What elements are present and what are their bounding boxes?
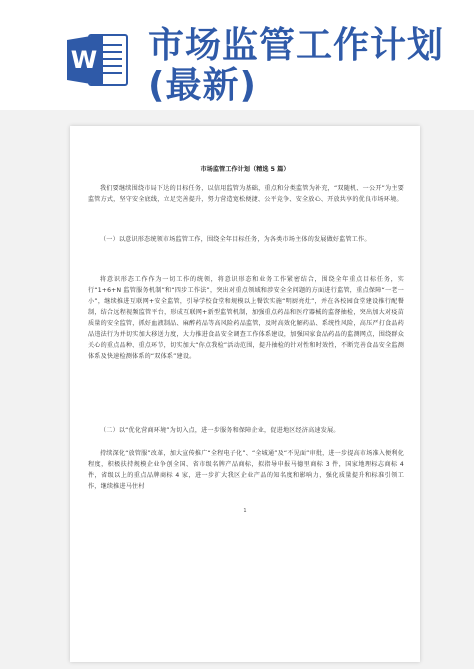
document-page: [70, 126, 420, 662]
word-logo-letter: W: [70, 46, 98, 74]
paragraph-section-2: 持续深化“放管服”改革，加大宣传推广“全程电子化”、“全城通”及“不见面”审批，进一步提高市场准入便利化程度，积极扶持规模企业争创全国、省市级名牌产品商标，拟指导申报马德里商标 3 件，国家地理标志商标 4 件，省级以上的重点品牌商标 4 家，进一步扩大我区企业产品的知名度和影响力，强化质量提升和标准引领工作，继续推进马住村: [88, 450, 404, 490]
paragraph-intro: 我们要继续围绕市局下达的目标任务，以信用监管为基础，重点和分类监管为补充，“双随机、一公开”为主要监管方式，坚守安全底线，立足完善提升，努力营造宽松便捷、公平竞争、安全放心、开放共享的优良市场环境。: [88, 185, 404, 203]
section-heading-2: （二）以“优化营商环境”为切入点，进一步服务和保障企业，促进地区经济高速发展。: [100, 427, 340, 434]
section-heading-1: （一）以意识形态统领市场监管工作，围绕全年目标任务，为各类市场主体的发展做好监管工作。: [100, 236, 371, 243]
banner-title: 市场监管工作计划 (最新): [148, 25, 445, 106]
document-title: 市场监管工作计划（精选 5 篇）: [200, 166, 290, 173]
paragraph-section-1: 将意识形态工作作为一切工作的统领，将意识形态和业务工作紧密结合，围绕全年重点目标任务，实行“1+6+N 监管服务机制”和“四步工作法”，突出对重点领域和涉安全全问题的方面进行监管，重点保障“一老一小”，继续推进互联网+安全监管，引导学校食堂和规模以上餐饮实施“明厨亮灶”，并在各校园食堂建设推行配餐制，结合远程视频监管平台，形成互联网+新型监管机制，加强重点药品和医疗器械的监督抽检，突出加大对疫苗质量的安全监管，抓好血液制品、麻醉药品等高风险药品监管，及时高效化解药品、系统性风险，高压严打食品药品违法行为并切实加大移送力度，大力推进食品安全调查工作体系建设，加强国家食品药品的监测网点，围绕群众关心的重点品种、重点环节，切实加大“你点我检”活动范围，提升抽检的针对性和时效性，不断完善食品安全监测体系及快速检测体系的“双体系”建设。: [88, 276, 404, 360]
header-banner: [0, 0, 474, 110]
word-document-icon: [67, 33, 129, 87]
page-number: 1: [243, 508, 247, 514]
